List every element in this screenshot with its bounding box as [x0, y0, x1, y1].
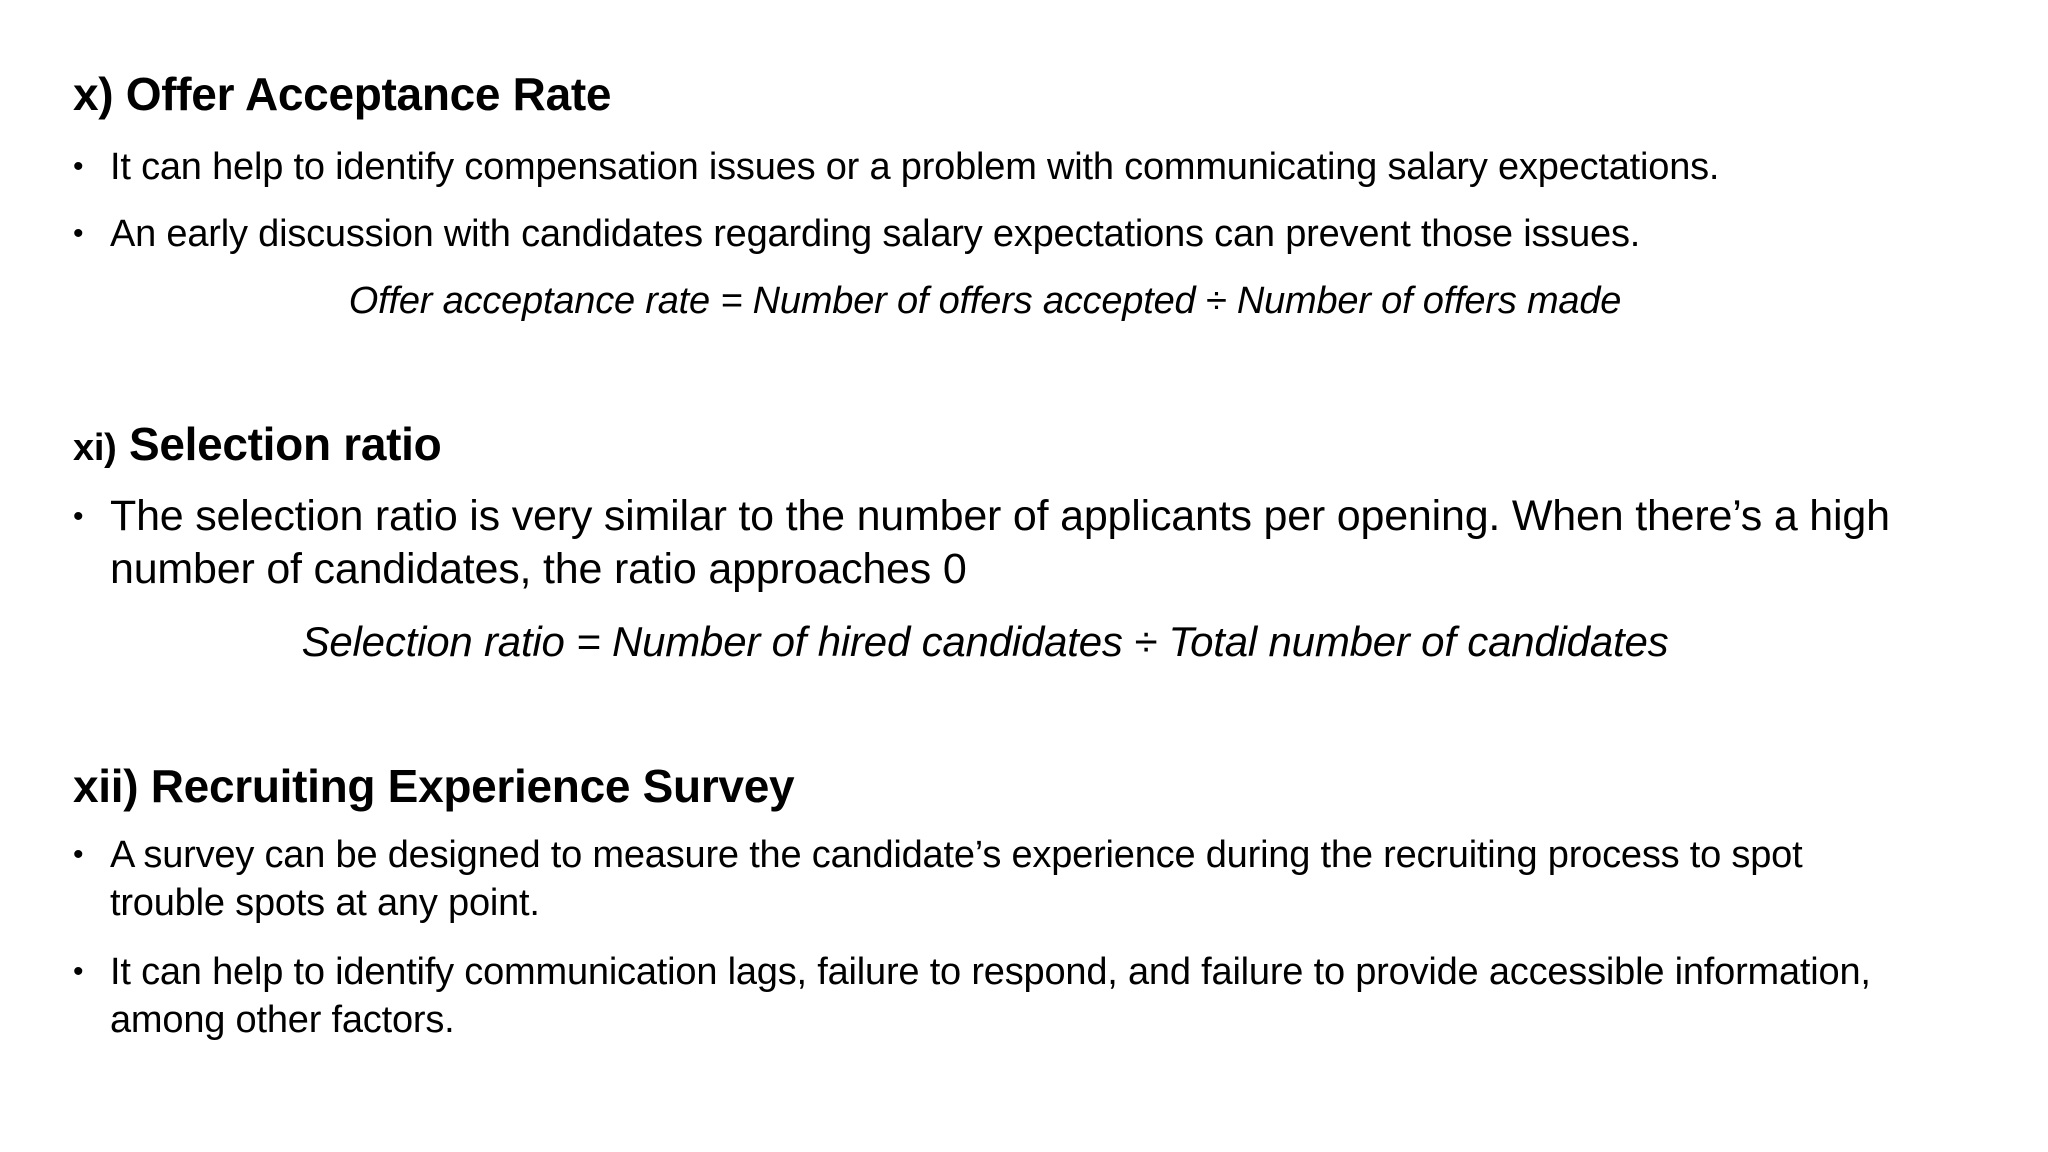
bullet-item: [73, 143, 1933, 191]
section-heading-selection-ratio: [73, 416, 441, 476]
bullet-text: A survey can be designed to measure the candidate’s experience during the recruiting process to spot trouble spots at any point.: [110, 834, 1803, 924]
bullet-text: An early discussion with candidates regarding salary expectations can prevent those issues.: [110, 213, 1641, 255]
section-number: xi): [73, 427, 117, 469]
bullet-dot: •: [73, 150, 84, 183]
bullet-item: [73, 490, 1903, 596]
bullet-text: The selection ratio is very similar to the number of applicants per opening. When there’s a high number of candidates, the ratio approaches 0: [110, 492, 1890, 593]
bullet-text: It can help to identify compensation issues or a problem with communicating salary expectations.: [110, 146, 1720, 188]
bullet-item: [73, 831, 1923, 927]
bullet-item: [73, 210, 1933, 258]
formula-offer-acceptance-rate: Offer acceptance rate = Number of offers accepted ÷ Number of offers made: [348, 280, 1622, 322]
bullet-dot: •: [73, 500, 84, 533]
section-heading-recruiting-experience-survey: xii) Recruiting Experience Survey: [73, 760, 795, 812]
bullet-item: [73, 948, 1873, 1044]
section-heading-offer-acceptance-rate: x) Offer Acceptance Rate: [73, 68, 612, 120]
bullet-dot: •: [73, 955, 84, 988]
section-title: Selection ratio: [128, 418, 442, 470]
formula-selection-ratio: Selection ratio = Number of hired candidates ÷ Total number of candidates: [301, 618, 1669, 665]
bullet-dot: •: [73, 838, 84, 871]
bullet-text: It can help to identify communication lags, failure to respond, and failure to provide accessible information, among other factors.: [110, 951, 1871, 1041]
bullet-dot: •: [73, 217, 84, 250]
